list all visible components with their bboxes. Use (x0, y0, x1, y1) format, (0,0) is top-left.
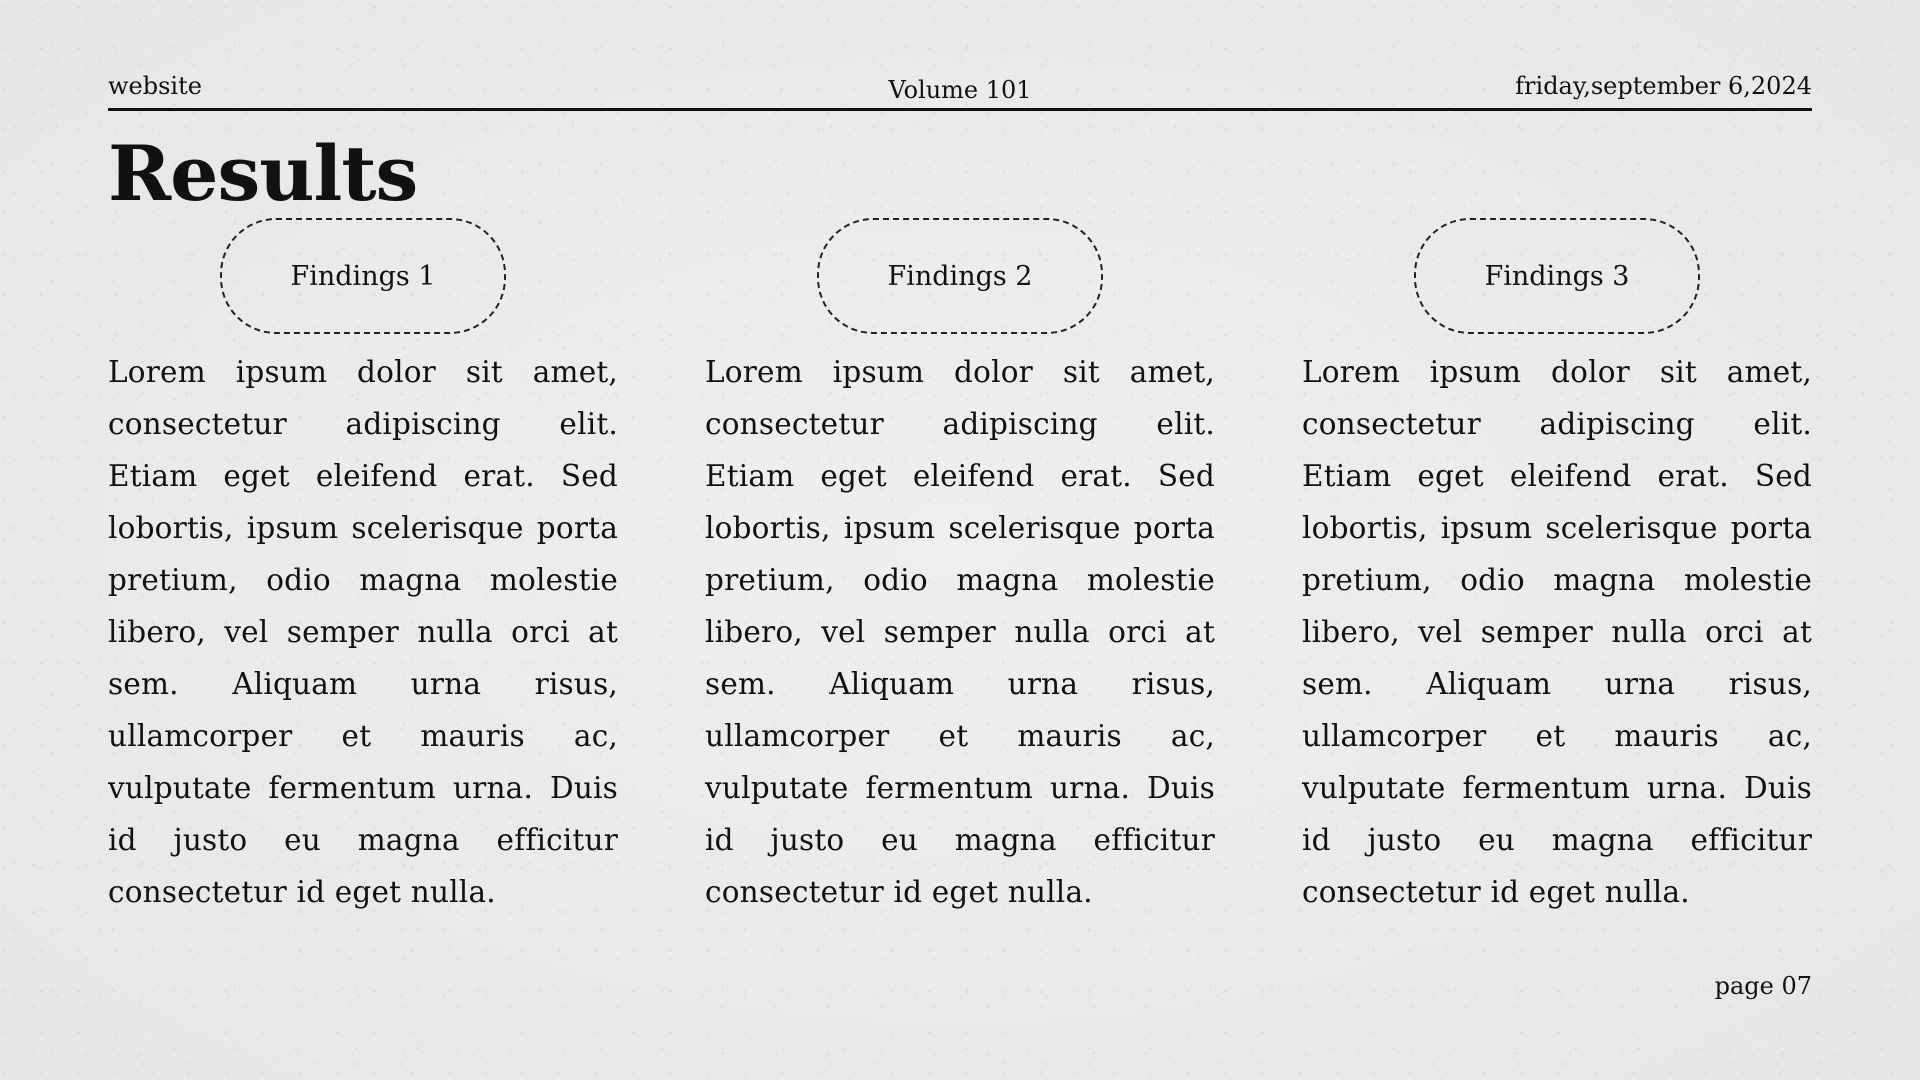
date-label: friday,september 6,2024 (1515, 72, 1812, 100)
findings-badge-2 (817, 218, 1103, 334)
page-title: Results (108, 129, 418, 218)
findings-label-1: Findings 1 (290, 260, 436, 292)
masthead (108, 68, 1812, 111)
findings-text-3: Lorem ipsum dolor sit amet, consectetur adipiscing elit. Etiam eget eleifend erat. Sed lobortis, ipsum scelerisque porta pretium, odio magna molestie libero, vel semper nulla orci at sem. Aliquam urna risus, ullamcorper et mauris ac, vulputate fermentum urna. Duis id justo eu magna efficitur consectetur id eget nulla. (1302, 355, 1812, 909)
website-label: website (108, 72, 202, 100)
findings-label-3: Findings 3 (1484, 260, 1630, 292)
findings-column-2 (705, 218, 1215, 918)
findings-badge-1 (220, 218, 506, 334)
page-number: page 07 (1714, 972, 1812, 1000)
findings-column-3 (1302, 218, 1812, 918)
findings-text-2: Lorem ipsum dolor sit amet, consectetur adipiscing elit. Etiam eget eleifend erat. Sed lobortis, ipsum scelerisque porta pretium, odio magna molestie libero, vel semper nulla orci at sem. Aliquam urna risus, ullamcorper et mauris ac, vulputate fermentum urna. Duis id justo eu magna efficitur consectetur id eget nulla. (705, 355, 1215, 909)
volume-label: Volume 101 (888, 76, 1032, 104)
findings-column-1 (108, 218, 618, 918)
findings-text-1: Lorem ipsum dolor sit amet, consectetur adipiscing elit. Etiam eget eleifend erat. Sed lobortis, ipsum scelerisque porta pretium, odio magna molestie libero, vel semper nulla orci at sem. Aliquam urna risus, ullamcorper et mauris ac, vulputate fermentum urna. Duis id justo eu magna efficitur consectetur id eget nulla. (108, 355, 618, 909)
findings-label-2: Findings 2 (887, 260, 1033, 292)
findings-badge-3 (1414, 218, 1700, 334)
